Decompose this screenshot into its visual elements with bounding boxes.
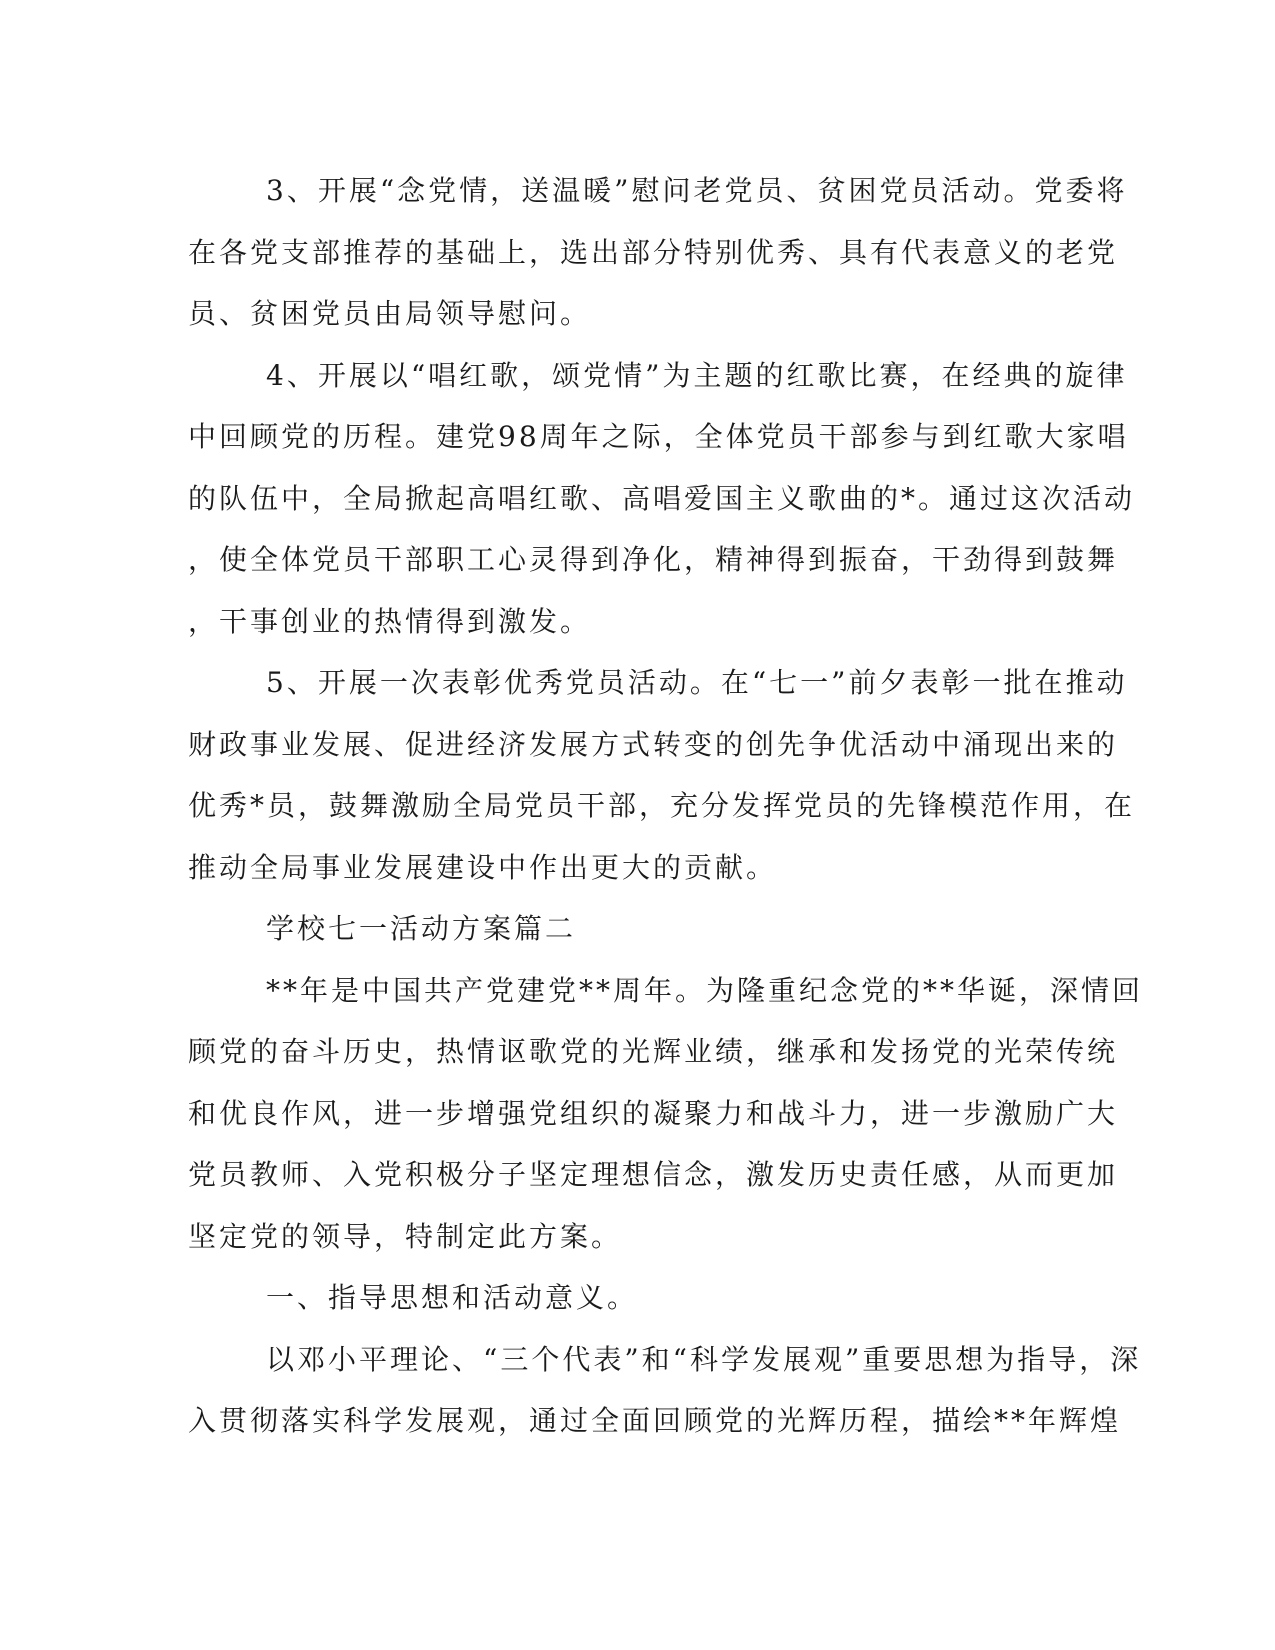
text-line: 党员教师、入党积极分子坚定理想信念，激发历史责任感，从而更加 [188,1158,1119,1191]
text-line: 在各党支部推荐的基础上，选出部分特别优秀、具有代表意义的老党 [188,235,1119,269]
text-line: ，使全体党员干部职工心灵得到净化，精神得到振奋，干劲得到鼓舞 [188,543,1119,576]
text-line: 员、贫困党员由局领导慰问。 [188,297,592,330]
text-line: 的队伍中，全局掀起高唱红歌、高唱爱国主义歌曲的*。通过这次活动 [188,481,1136,515]
text-line: 坚定党的领导，特制定此方案。 [188,1219,623,1253]
text-line: 中回顾党的历程。建党98周年之际，全体党员干部参与到红歌大家唱 [188,420,1129,453]
text-line: 5、开展一次表彰优秀党员活动。在“七一”前夕表彰一批在推动 [266,666,1128,699]
document-body [188,160,1144,1452]
text-line: 顾党的奋斗历史，热情讴歌党的光辉业绩，继承和发扬党的光荣传统 [188,1035,1119,1068]
text-line: 3、开展“念党情，送温暖”慰问老党员、贫困党员活动。党委将 [266,174,1128,207]
text-line: 以邓小平理论、“三个代表”和“科学发展观”重要思想为指导，深 [266,1342,1142,1376]
text-line: 财政事业发展、促进经济发展方式转变的创先争优活动中涌现出来的 [188,727,1119,761]
text-line: 入贯彻落实科学发展观，通过全面回顾党的光辉历程，描绘**年辉煌 [188,1404,1122,1437]
text-line: 优秀*员，鼓舞激励全局党员干部，充分发挥党员的先锋模范作用，在 [188,789,1136,822]
text-line: 一、指导思想和活动意义。 [266,1281,639,1314]
text-line: **年是中国共产党建党**周年。为隆重纪念党的**华诞，深情回 [266,973,1144,1007]
text-line: ，干事创业的热情得到激发。 [188,604,592,638]
text-line: 4、开展以“唱红歌，颂党情”为主题的红歌比赛，在经典的旋律 [266,358,1128,392]
text-line: 学校七一活动方案篇二 [266,912,577,945]
text-line: 推动全局事业发展建设中作出更大的贡献。 [188,850,778,884]
text-line: 和优良作风，进一步增强党组织的凝聚力和战斗力，进一步激励广大 [188,1096,1119,1130]
